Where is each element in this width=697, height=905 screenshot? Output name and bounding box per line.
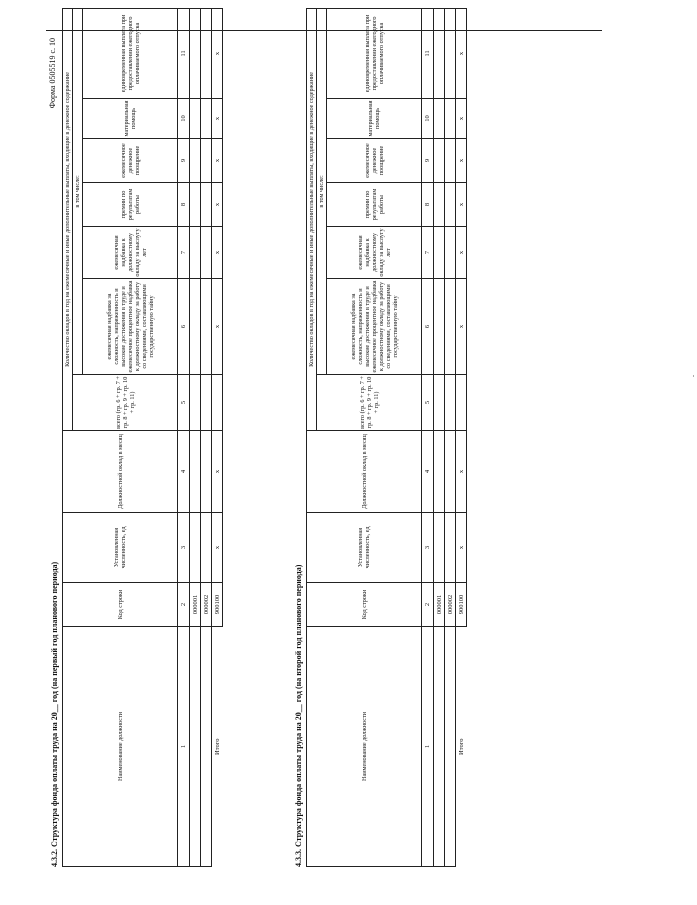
- data-cell[interactable]: [190, 375, 201, 431]
- header-total: всего (гр. 6 + гр. 7 + гр. 8 + гр. 9 + гр. 10 + гр. 11): [73, 375, 178, 431]
- total-cell: х: [212, 279, 223, 375]
- document-page: [46, 14, 697, 875]
- table-row: [190, 8, 201, 866]
- data-cell[interactable]: [190, 139, 201, 183]
- data-cell[interactable]: [201, 279, 212, 375]
- header-c11: единовременная выплата при предоставлении ежегодного оплачиваемого отпуска: [327, 8, 422, 98]
- total-row: [212, 8, 223, 866]
- header-group: Количество окладов в год на ежемесячные и иные дополнительные выплаты, входящие в денежное содержание: [63, 8, 73, 430]
- total-cell: х: [456, 183, 467, 227]
- col-number: 7: [178, 227, 190, 279]
- header-c9: ежемесячное денежное поощрение: [83, 139, 178, 183]
- header-c9: ежемесячное денежное поощрение: [327, 139, 422, 183]
- col-number: 5: [422, 375, 434, 431]
- header-salary: Должностной оклад в месяц: [63, 431, 178, 513]
- header-incl: в том числе:: [317, 8, 327, 374]
- section-title-1: 4.3.2. Структура фонда оплаты труда на 20__ год (на первый год планового периода): [50, 561, 59, 867]
- total-label: Итого: [457, 738, 465, 755]
- header-c8: премии по результатам работы: [327, 183, 422, 227]
- data-cell[interactable]: [434, 8, 445, 98]
- col-number: 11: [422, 8, 434, 98]
- data-cell[interactable]: [201, 375, 212, 431]
- total-cell[interactable]: [456, 375, 467, 431]
- data-cell[interactable]: [434, 279, 445, 375]
- col-number: 6: [422, 279, 434, 375]
- col-number: 7: [422, 227, 434, 279]
- total-cell: х: [212, 431, 223, 513]
- header-c10: материальная помощь: [83, 99, 178, 139]
- total-code: 900100: [212, 583, 223, 627]
- total-cell: х: [212, 183, 223, 227]
- header-incl: в том числе:: [73, 8, 83, 374]
- fund-table-1: [62, 8, 223, 867]
- data-cell[interactable]: [445, 227, 456, 279]
- data-cell[interactable]: [445, 183, 456, 227]
- form-code: Форма 0505519 с. 10: [48, 38, 57, 109]
- position-cell[interactable]: [190, 627, 201, 867]
- col-number: 8: [178, 183, 190, 227]
- data-cell[interactable]: [201, 227, 212, 279]
- code-cell: 000002: [201, 583, 212, 627]
- col-number: 10: [422, 99, 434, 139]
- header-staff: Установленная численность, ед: [307, 513, 422, 583]
- section-title-2: 4.3.3. Структура фонда оплаты труда на 20__ год (на второй год планового периода): [294, 564, 303, 867]
- total-cell: х: [212, 8, 223, 98]
- col-number: 5: [178, 375, 190, 431]
- col-number: 11: [178, 8, 190, 98]
- total-cell: х: [212, 227, 223, 279]
- table-row: [201, 8, 212, 866]
- total-cell[interactable]: [212, 375, 223, 431]
- total-code: 900100: [456, 583, 467, 627]
- header-c7: ежемесячная надбавка к должностному окладу за выслугу лет: [83, 227, 178, 279]
- data-cell[interactable]: [445, 431, 456, 513]
- col-number: 4: [422, 431, 434, 513]
- data-cell[interactable]: [190, 279, 201, 375]
- data-cell[interactable]: [201, 139, 212, 183]
- col-number: 9: [178, 139, 190, 183]
- data-cell[interactable]: [434, 513, 445, 583]
- total-cell: х: [456, 431, 467, 513]
- data-cell[interactable]: [445, 513, 456, 583]
- data-cell[interactable]: [190, 227, 201, 279]
- total-cell: х: [456, 99, 467, 139]
- code-cell: 000001: [434, 583, 445, 627]
- col-number: 4: [178, 431, 190, 513]
- stray-dash: -: [691, 375, 697, 377]
- code-cell: 000001: [190, 583, 201, 627]
- data-cell[interactable]: [201, 431, 212, 513]
- header-salary: Должностной оклад в месяц: [307, 431, 422, 513]
- data-cell[interactable]: [445, 139, 456, 183]
- total-cell: х: [212, 99, 223, 139]
- header-position: Наименование должности: [63, 627, 178, 867]
- total-row: [456, 8, 467, 866]
- header-c6: ежемесячная надбавка за сложность, напряженность и высокие достижения в труде и ежемесячное процентное надбавка к должностному окладу за работу со сведениями, составляющими государственную тайну: [327, 279, 422, 375]
- col-number: 1: [178, 627, 190, 867]
- data-cell[interactable]: [201, 513, 212, 583]
- data-cell[interactable]: [190, 183, 201, 227]
- data-cell[interactable]: [434, 431, 445, 513]
- table-row: [434, 8, 445, 866]
- data-cell[interactable]: [190, 513, 201, 583]
- header-code: Код строки: [307, 583, 422, 627]
- total-cell: х: [212, 139, 223, 183]
- data-cell[interactable]: [190, 99, 201, 139]
- header-group: Количество окладов в год на ежемесячные и иные дополнительные выплаты, входящие в денежное содержание: [307, 8, 317, 430]
- col-number: 2: [422, 583, 434, 627]
- total-cell: х: [456, 279, 467, 375]
- data-cell[interactable]: [434, 227, 445, 279]
- header-c11: единовременная выплата при предоставлении ежегодного оплачиваемого отпуска: [83, 8, 178, 98]
- header-staff: Установленная численность, ед: [63, 513, 178, 583]
- col-number: 3: [422, 513, 434, 583]
- header-code: Код строки: [63, 583, 178, 627]
- data-cell[interactable]: [190, 431, 201, 513]
- col-number: 9: [422, 139, 434, 183]
- data-cell[interactable]: [201, 99, 212, 139]
- header-position: Наименование должности: [307, 627, 422, 867]
- col-number: 8: [422, 183, 434, 227]
- total-cell: х: [456, 227, 467, 279]
- col-number: 6: [178, 279, 190, 375]
- data-cell[interactable]: [445, 99, 456, 139]
- data-cell[interactable]: [201, 183, 212, 227]
- position-cell[interactable]: [434, 627, 445, 867]
- data-cell[interactable]: [445, 279, 456, 375]
- fund-table-2: [306, 8, 467, 867]
- total-cell: х: [456, 8, 467, 98]
- header-c8: премии по результатам работы: [83, 183, 178, 227]
- header-c10: материальная помощь: [327, 99, 422, 139]
- position-cell[interactable]: [445, 627, 456, 867]
- data-cell[interactable]: [445, 8, 456, 98]
- col-number: 2: [178, 583, 190, 627]
- header-c6: ежемесячная надбавка за сложность, напряженность и высокие достижения в труде и ежемесячное процентное надбавка к должностному окладу за работу со сведениями, составляющими государственную тайну: [83, 279, 178, 375]
- header-total: всего (гр. 6 + гр. 7 + гр. 8 + гр. 9 + гр. 10 + гр. 11): [317, 375, 422, 431]
- total-cell: х: [456, 139, 467, 183]
- code-cell: 000002: [445, 583, 456, 627]
- data-cell[interactable]: [434, 375, 445, 431]
- data-cell[interactable]: [434, 139, 445, 183]
- total-cell: х: [456, 513, 467, 583]
- position-cell[interactable]: [201, 627, 212, 867]
- data-cell[interactable]: [434, 183, 445, 227]
- data-cell[interactable]: [434, 99, 445, 139]
- col-number: 3: [178, 513, 190, 583]
- data-cell[interactable]: [445, 375, 456, 431]
- total-cell: х: [212, 513, 223, 583]
- total-label: Итого: [213, 738, 221, 755]
- header-c7: ежемесячная надбавка к должностному окладу за выслугу лет: [327, 227, 422, 279]
- col-number: 10: [178, 99, 190, 139]
- data-cell[interactable]: [190, 8, 201, 98]
- data-cell[interactable]: [201, 8, 212, 98]
- table-row: [445, 8, 456, 866]
- col-number: 1: [422, 627, 434, 867]
